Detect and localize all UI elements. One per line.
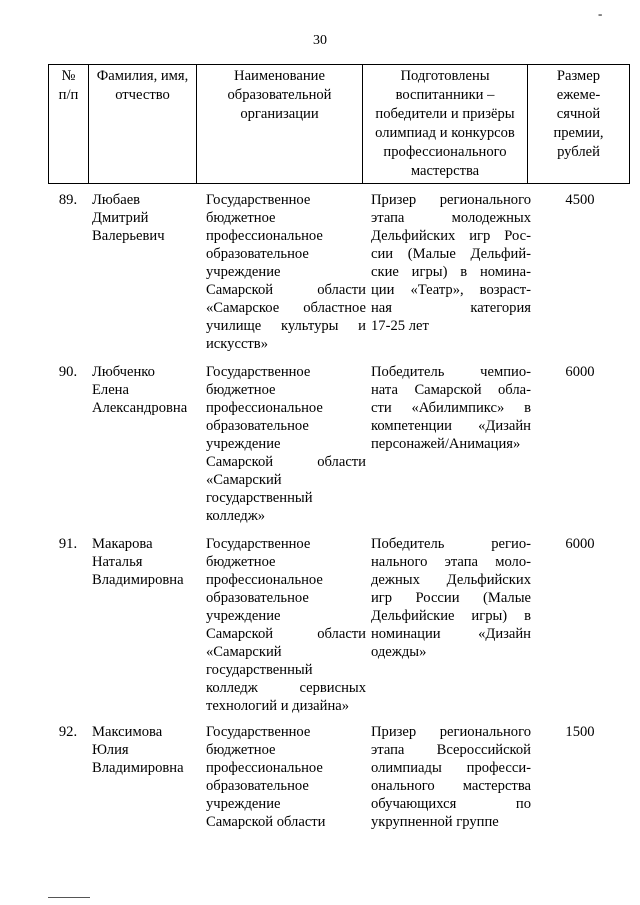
row-number: 90. — [58, 364, 78, 380]
header-line: победители и призёры — [375, 106, 515, 122]
text-line: этапа Всероссийской — [371, 742, 531, 758]
header-achievement — [363, 65, 528, 184]
achievement — [366, 363, 531, 525]
text-line: ские игры) в номина- — [371, 264, 531, 280]
text-line: профессиональное — [206, 400, 323, 416]
text-line: Самарской области — [206, 814, 326, 830]
header-amount — [528, 65, 630, 184]
text-line: училище культуры и — [206, 318, 366, 334]
text-line: ната Самарской обла- — [371, 382, 531, 398]
text-line: Призер регионального — [371, 724, 531, 740]
text-line: Государственное — [206, 192, 311, 208]
text-line: Владимировна — [92, 760, 184, 776]
text-line: Александровна — [92, 400, 188, 416]
text-line: номинации «Дизайн — [371, 626, 531, 642]
text-line: компетенции «Дизайн — [371, 418, 531, 434]
text-line: «Самарский — [206, 644, 282, 660]
text-line: Призер регионального — [371, 192, 531, 208]
text-line: профессиональное — [206, 760, 323, 776]
text-line: Дельфийские игры) в — [371, 608, 531, 624]
text-line: Макарова — [92, 536, 153, 552]
text-line: «Самарский — [206, 472, 282, 488]
text-line: этапа молодежных — [371, 210, 531, 226]
header-line: Подготовлены — [400, 68, 490, 84]
text-line: Победитель чемпио- — [371, 364, 531, 380]
header-line: образовательной — [227, 87, 332, 103]
text-line: Наталья — [92, 554, 143, 570]
premium-amount: 4500 — [565, 192, 595, 208]
header-line: мастерства — [410, 163, 480, 179]
text-line: игр России (Малые — [371, 590, 531, 606]
text-line: укрупненной группе — [371, 814, 499, 830]
table-row — [48, 535, 629, 715]
header-line: п/п — [58, 87, 79, 103]
text-line: колледж сервисных — [206, 680, 366, 696]
person-name — [88, 535, 200, 715]
text-line: «Самарское областное — [206, 300, 366, 316]
text-line: учреждение — [206, 264, 281, 280]
text-line: бюджетное — [206, 210, 276, 226]
text-line: государственный — [206, 490, 313, 506]
text-line: сии (Малые Дельфий- — [371, 246, 531, 262]
text-line: Государственное — [206, 364, 311, 380]
text-line: обучающихся по — [371, 796, 531, 812]
organization — [200, 363, 366, 525]
table-row — [48, 363, 629, 525]
premium-amount: 1500 — [565, 724, 595, 740]
text-line: Любченко — [92, 364, 155, 380]
text-line: Дельфийских игр Рос- — [371, 228, 531, 244]
header-line: ежеме- — [556, 87, 601, 103]
text-line: образовательное — [206, 418, 309, 434]
row-number: 92. — [58, 724, 78, 740]
row-number: 91. — [58, 536, 78, 552]
text-line: профессиональное — [206, 228, 323, 244]
text-line: Самарской области — [206, 282, 366, 298]
text-line: Победитель регио- — [371, 536, 531, 552]
header-line: Размер — [556, 68, 601, 84]
text-line: Валерьевич — [92, 228, 165, 244]
text-line: Самарской области — [206, 454, 366, 470]
text-line: дежных Дельфийских — [371, 572, 531, 588]
header-line: организации — [240, 106, 319, 122]
text-line: Государственное — [206, 724, 311, 740]
text-line: образовательное — [206, 590, 309, 606]
table-row — [48, 191, 629, 353]
header-line: Наименование — [234, 68, 325, 84]
footnote-rule — [48, 897, 90, 898]
header-line: премии, — [553, 125, 604, 141]
text-line: Самарской области — [206, 626, 366, 642]
text-line: персонажей/Анимация» — [371, 436, 521, 452]
header-line: Фамилия, имя, — [96, 68, 189, 84]
table-header — [48, 64, 630, 184]
text-line: технологий и дизайна» — [206, 698, 350, 714]
header-line: профессионального — [383, 144, 507, 160]
text-line: Максимова — [92, 724, 163, 740]
text-line: онального мастерства — [371, 778, 531, 794]
person-name — [88, 363, 200, 525]
text-line: учреждение — [206, 436, 281, 452]
premium-amount: 6000 — [565, 536, 595, 552]
corner-mark: - — [598, 6, 603, 21]
page-number: 30 — [313, 33, 327, 48]
text-line: образовательное — [206, 246, 309, 262]
header-line: отчество — [115, 87, 170, 103]
table-row — [48, 723, 629, 831]
text-line: олимпиады професси- — [371, 760, 531, 776]
text-line: колледж» — [206, 508, 266, 524]
text-line: Владимировна — [92, 572, 184, 588]
header-name — [89, 65, 197, 184]
achievement — [366, 723, 531, 831]
text-line: учреждение — [206, 608, 281, 624]
text-line: бюджетное — [206, 382, 276, 398]
text-line: нального этапа моло- — [371, 554, 531, 570]
achievement — [366, 535, 531, 715]
header-organization — [197, 65, 363, 184]
text-line: искусств» — [206, 336, 268, 352]
text-line: одежды» — [371, 644, 427, 660]
header-line: рублей — [557, 144, 600, 160]
organization — [200, 191, 366, 353]
person-name — [88, 723, 200, 831]
text-line: Государственное — [206, 536, 311, 552]
header-line: сячной — [556, 106, 601, 122]
organization — [200, 535, 366, 715]
text-line: бюджетное — [206, 554, 276, 570]
text-line: сти «Абилимпикс» в — [371, 400, 531, 416]
text-line: учреждение — [206, 796, 281, 812]
person-name — [88, 191, 200, 353]
premium-amount: 6000 — [565, 364, 595, 380]
header-line: № — [61, 68, 76, 84]
text-line: Любаев — [92, 192, 141, 208]
header-number — [49, 65, 89, 184]
text-line: бюджетное — [206, 742, 276, 758]
text-line: ная категория — [371, 300, 531, 316]
header-line: воспитанники – — [395, 87, 495, 103]
text-line: профессиональное — [206, 572, 323, 588]
text-line: 17-25 лет — [371, 318, 429, 334]
organization — [200, 723, 366, 831]
text-line: образовательное — [206, 778, 309, 794]
text-line: Елена — [92, 382, 129, 398]
row-number: 89. — [58, 192, 78, 208]
text-line: государственный — [206, 662, 313, 678]
text-line: ции «Театр», возраст- — [371, 282, 531, 298]
text-line: Юлия — [92, 742, 129, 758]
header-line: олимпиад и конкурсов — [375, 125, 515, 141]
text-line: Дмитрий — [92, 210, 149, 226]
achievement — [366, 191, 531, 353]
